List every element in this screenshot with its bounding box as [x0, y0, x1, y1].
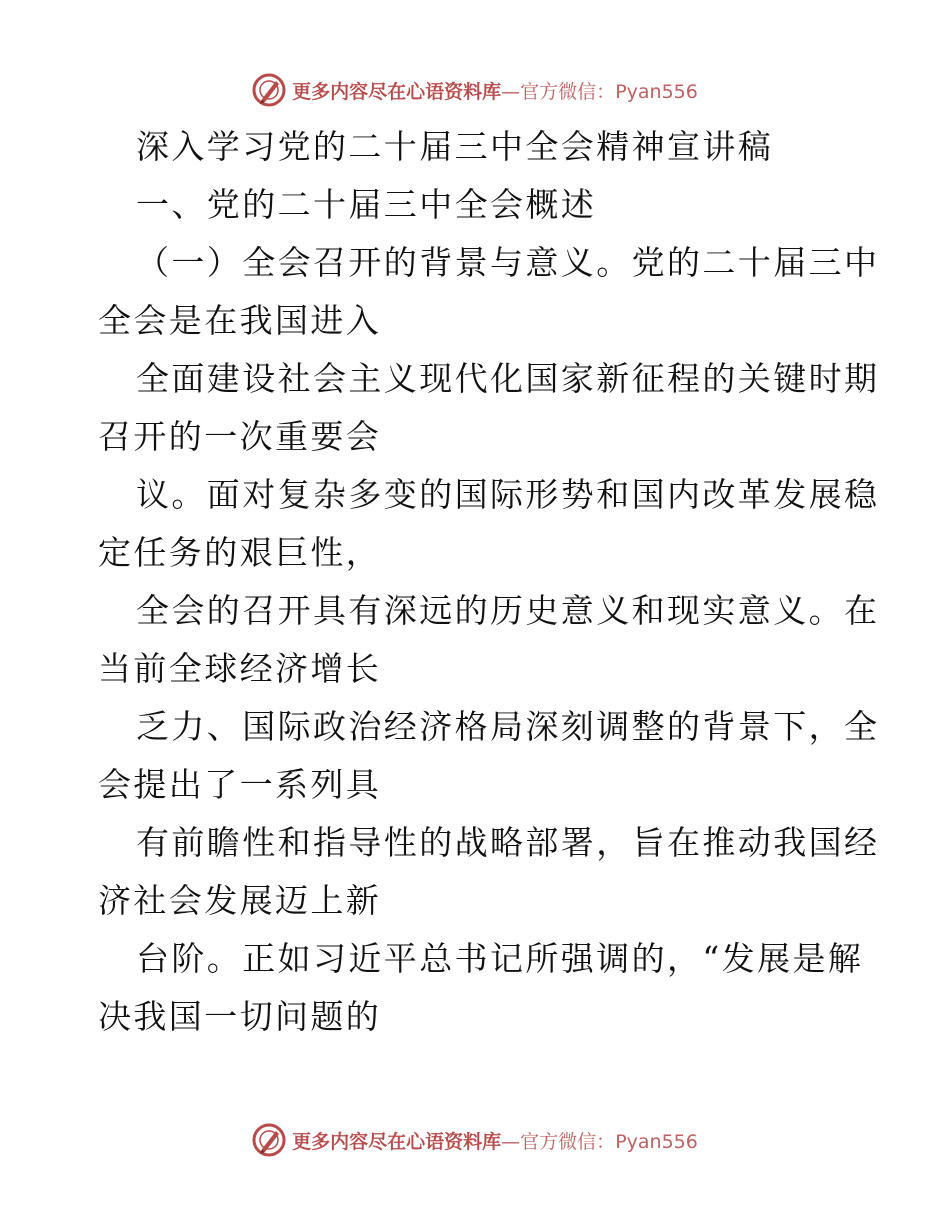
paragraph-line: 全会的召开具有深远的历史意义和现实意义。在 [136, 591, 880, 630]
banner-wechat-id: Pyan556 [615, 80, 698, 103]
banner-wechat-id: Pyan556 [615, 1130, 698, 1153]
document-title: 深入学习党的二十届三中全会精神宣讲稿 [136, 127, 774, 166]
paragraph-line: 乏力、国际政治经济格局深刻调整的背景下，全 [136, 707, 880, 746]
pen-logo-icon [252, 73, 286, 107]
paragraph-line: 全面建设社会主义现代化国家新征程的关键时期 [136, 359, 880, 398]
banner-main-text: 更多内容尽在心语资料库 [292, 1130, 502, 1153]
banner-dash: — [501, 80, 521, 103]
banner-wechat-label: 官方微信： [520, 1130, 616, 1153]
paragraph-line: 当前全球经济增长 [98, 649, 382, 688]
pen-logo-icon [252, 1123, 286, 1157]
paragraph-line: 会提出了一系列具 [98, 765, 382, 804]
banner-inner [252, 1123, 698, 1157]
footer-watermark-banner [0, 1120, 950, 1160]
paragraph-line: 定任务的艰巨性， [98, 533, 382, 572]
paragraph-line: 决我国一切问题的 [98, 997, 382, 1036]
banner-dash: — [501, 1130, 521, 1153]
paragraph-line: 济社会发展迈上新 [98, 881, 382, 920]
banner-text [292, 1127, 698, 1154]
banner-text [292, 77, 698, 104]
header-watermark-banner [0, 70, 950, 110]
paragraph-line: 台阶。正如习近平总书记所强调的，“发展是解 [136, 939, 864, 978]
paragraph-line: 召开的一次重要会 [98, 417, 382, 456]
paragraph-line: 议。面对复杂多变的国际形势和国内改革发展稳 [136, 475, 880, 514]
banner-inner [252, 73, 698, 107]
document-body [98, 118, 880, 1046]
paragraph-line: 全会是在我国进入 [98, 301, 382, 340]
banner-main-text: 更多内容尽在心语资料库 [292, 80, 502, 103]
banner-wechat-label: 官方微信： [520, 80, 616, 103]
paragraph-line: 有前瞻性和指导性的战略部署，旨在推动我国经 [136, 823, 880, 862]
paragraph-line: （一）全会召开的背景与意义。党的二十届三中 [136, 243, 880, 282]
section-heading: 一、党的二十届三中全会概述 [136, 185, 597, 224]
